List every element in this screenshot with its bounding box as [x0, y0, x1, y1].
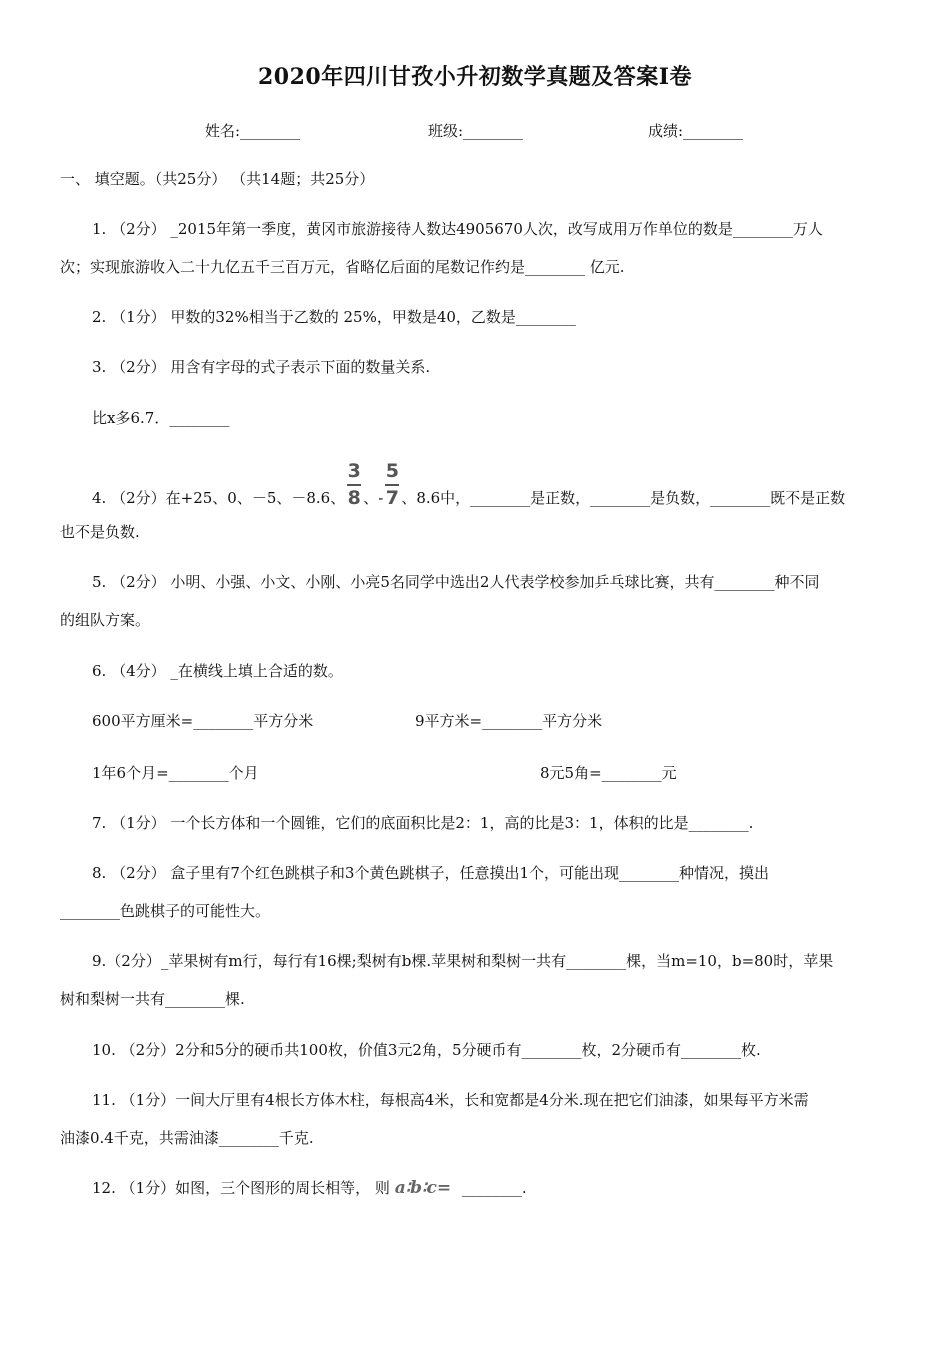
question-9-line-1: 9.（2分）_苹果树有m行，每行有16棵;梨树有b棵.苹果树和梨树一共有________棵，当m=10，b=80时，苹果	[92, 952, 834, 970]
ratio-expression: a∶b∶c=	[394, 1178, 452, 1198]
class-field[interactable]: 班级:________	[428, 122, 524, 140]
page-title: 2020年四川甘孜小升初数学真题及答案Ⅰ卷	[257, 64, 693, 90]
question-11-line-1: 11. （1分）一间大厅里有4根长方体木柱，每根高4米，长和宽都是4分米.现在把它们油漆，如果每平方米需	[92, 1091, 809, 1109]
question-4-line-2: 也不是负数.	[60, 523, 140, 541]
q4-mid: 、-	[363, 489, 384, 507]
fraction-denominator: 7	[385, 487, 399, 509]
question-4-line-1	[92, 460, 846, 522]
question-3-line-1: 3. （2分） 用含有字母的式子表示下面的数量关系.	[92, 358, 431, 376]
q12-prefix: 12. （1分）如图，三个图形的周长相等， 则	[92, 1179, 390, 1197]
question-6-item-a: 600平方厘米=________平方分米	[92, 712, 314, 730]
question-8-line-2: ________色跳棋子的可能性大。	[60, 902, 271, 920]
q4-suffix: 、8.6中，________是正数，________是负数，________既不是正数	[401, 489, 846, 507]
question-7: 7. （1分） 一个长方体和一个圆锥，它们的底面积比是2：1，高的比是3：1，体积的比是________.	[92, 814, 754, 832]
question-6-item-b: 9平方米=________平方分米	[415, 712, 603, 730]
section-heading: 一、 填空题。（共25分） （共14题；共25分）	[60, 170, 375, 188]
fraction-numerator: 3	[347, 460, 361, 482]
fraction-numerator: 5	[385, 460, 399, 482]
question-1-line-2: 次；实现旅游收入二十九亿五千三百万元，省略亿后面的尾数记作约是________ 亿元.	[60, 258, 625, 276]
name-field[interactable]: 姓名:________	[205, 122, 301, 140]
question-9-line-2: 树和梨树一共有________棵.	[60, 990, 245, 1008]
question-6-item-d: 8元5角=________元	[540, 764, 677, 782]
fraction-denominator: 8	[347, 487, 361, 509]
fraction-3-8	[347, 462, 361, 508]
question-5-line-2: 的组队方案。	[60, 611, 151, 629]
question-6-item-c: 1年6个月=________个月	[92, 764, 259, 782]
question-1-line-1: 1. （2分） _2015年第一季度，黄冈市旅游接待人数达4905670人次，改写成用万作单位的数是________万人	[92, 220, 823, 238]
q4-prefix: 4. （2分）在+25、0、－5、－8.6、	[92, 489, 346, 507]
question-3-line-2: 比x多6.7．________	[92, 409, 230, 427]
question-2: 2. （1分） 甲数的32%相当于乙数的 25%，甲数是40，乙数是________	[92, 308, 576, 326]
fraction-5-7	[385, 462, 399, 508]
question-8-line-1: 8. （2分） 盒子里有7个红色跳棋子和3个黄色跳棋子，任意摸出1个，可能出现________种情况，摸出	[92, 864, 770, 882]
score-field[interactable]: 成绩:________	[648, 122, 744, 140]
question-12	[92, 1177, 527, 1198]
question-5-line-1: 5. （2分） 小明、小强、小文、小刚、小亮5名同学中选出2人代表学校参加乒乓球比赛，共有________种不同	[92, 573, 820, 591]
question-11-line-2: 油漆0.4千克，共需油漆________千克.	[60, 1129, 314, 1147]
question-10: 10. （2分）2分和5分的硬币共100枚，价值3元2角，5分硬币有________枚，2分硬币有________枚.	[92, 1041, 761, 1059]
question-6-line-1: 6. （4分） _在横线上填上合适的数。	[92, 662, 343, 680]
q12-blank: ________.	[461, 1179, 527, 1197]
